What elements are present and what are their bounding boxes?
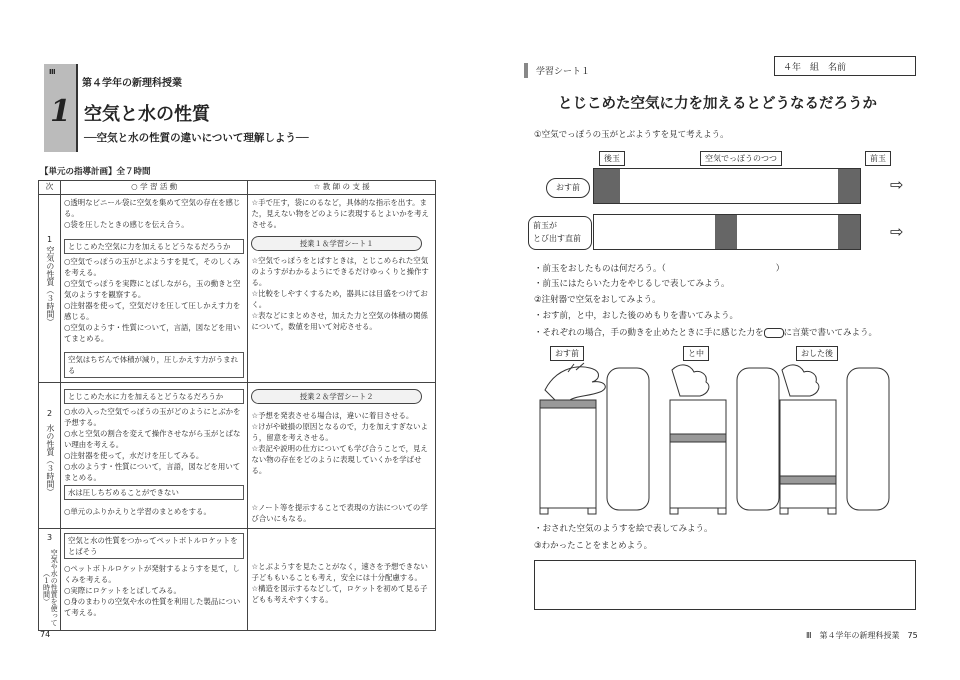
activities-end: ○単元のふりかえりと学習のまとめをする。 xyxy=(63,507,211,516)
syringe-foot xyxy=(780,508,788,514)
activities-list: ○空気でっぽうの玉がとぶようすを見て，そのしくみを考える。 ○空気でっぽうを実際にとばしながら，玉の動きと空気のようすを観察する。 ○注射器を使って，空気だけを圧して圧しかえす力を感じる。 ○空気のようす・性質について，言語，図などを用いてまとめる。 xyxy=(63,257,241,343)
unit-name: 水の性質（３時間） xyxy=(45,424,55,496)
air-gun-tube-1 xyxy=(593,168,861,204)
plunger-2 xyxy=(670,434,726,442)
question-force: ・前玉にはたらいた力をやじるしで表してみよう。 xyxy=(534,279,730,289)
support-end: ☆ノート等を提示することで表現の方法についての学び合いにもなる。 xyxy=(251,503,428,523)
support-list: ☆とぶようすを見たことがなく，速さを予想できない子どももいることも考え，安全には十分配慮する。 ☆構造を図示するなどして，ロケットを初めて見る子どもも考えやすくする。 xyxy=(251,562,428,604)
syringe-foot xyxy=(718,508,726,514)
problem-box: とじこめた水に力を加えるとどうなるだろうか xyxy=(64,389,245,404)
syringe-foot xyxy=(828,508,836,514)
syringe-foot xyxy=(540,508,548,514)
chapter-number: 1 xyxy=(50,94,71,129)
syringe-foot xyxy=(670,508,678,514)
page-footer-right: Ⅲ 第４学年の新理科授業 75 xyxy=(806,631,918,640)
hand-icon xyxy=(782,365,819,396)
back-ball-2 xyxy=(715,215,737,249)
stage-label-after: おした後 xyxy=(796,346,838,361)
table-header-row xyxy=(39,181,436,195)
front-ball-1 xyxy=(838,169,860,203)
word-box-icon xyxy=(764,328,784,338)
question-words-a: ・それぞれの場合，手の動きを止めたときに手に感じた力を xyxy=(534,328,764,338)
table-row xyxy=(39,195,436,383)
arrow-icon: ⇨ xyxy=(890,222,904,241)
label-before-push: おす前 xyxy=(546,178,590,198)
plunger-1 xyxy=(540,400,596,408)
stage-label-before: おす前 xyxy=(550,346,584,361)
lesson-tag: 授業１＆学習シート１ xyxy=(251,236,422,251)
stage-label-middle: と中 xyxy=(683,346,709,361)
question-draw: ・おされた空気のようすを絵で表してみよう。 xyxy=(534,524,713,534)
table-row xyxy=(39,383,436,529)
question-what-pushed xyxy=(534,262,784,274)
back-ball-1 xyxy=(594,169,620,203)
label-tube: 空気でっぽうのつつ xyxy=(700,151,782,166)
arrow-icon: ⇨ xyxy=(890,175,904,194)
plunger-3 xyxy=(780,476,836,484)
problem-box: 空気と水の性質をつかってペットボトルロケットをとばそう xyxy=(64,533,245,559)
section-header: 第４学年の新理科授業 xyxy=(82,78,182,89)
question-words xyxy=(534,326,877,338)
table-row xyxy=(39,529,436,631)
right-page xyxy=(480,0,960,680)
chapter-rule xyxy=(76,64,78,152)
lesson-tag: 授業２＆学習シート２ xyxy=(251,389,422,404)
plan-heading: 【単元の指導計画】全７時間 xyxy=(40,167,151,177)
step-number: 3 xyxy=(46,533,53,542)
activities-intro: ○透明なビニール袋に空気を集めて空気の存在を感じる。 ○袋を圧したときの感じを伝え合う。 xyxy=(63,198,241,229)
question-3: ③わかったことをまとめよう。 xyxy=(534,541,653,551)
unit-name: 空気や水の性質を使って（１時間） xyxy=(42,548,59,626)
label-before-fly: 前玉が とび出す直前 xyxy=(528,216,592,250)
syringe-illustrations xyxy=(530,360,930,520)
activities-list: ○ペットボトルロケットが発射するようすを見て，しくみを考える。 ○実際にロケットをとばしてみる。 ○身のまわりの空気や水の性質を利用した製品について考える。 xyxy=(63,564,241,617)
unit-name: 空気の性質（３時間） xyxy=(45,246,55,326)
summary-answer-box[interactable] xyxy=(534,560,916,610)
label-back-ball: 後玉 xyxy=(599,151,625,166)
question-words-b: に言葉で書いてみよう。 xyxy=(783,328,878,338)
front-ball-2 xyxy=(838,215,860,249)
step-number: 1 xyxy=(46,235,53,244)
syringe-2 xyxy=(670,400,726,508)
page-subtitle: ──空気と水の性質の違いについて理解しよう── xyxy=(84,132,309,144)
support-intro: ☆手で圧す，袋にのるなど，具体的な指示を出す。また，見えない物をどのように表現するとよいかを考えさせる。 xyxy=(251,198,429,229)
question-1: ①空気でっぽうの玉がとぶようすを見て考えよう。 xyxy=(534,130,729,140)
problem-box: とじこめた空気に力を加えるとどうなるだろうか xyxy=(64,239,245,254)
name-field[interactable]: ４年 組 名前 xyxy=(774,56,916,76)
page-number-left: 74 xyxy=(40,630,51,639)
sheet-label: 学習シート１ xyxy=(536,67,591,77)
answer-box-3[interactable] xyxy=(847,368,889,510)
header-step: 次 xyxy=(39,181,61,195)
header-activities: ○ 学 習 活 動 xyxy=(60,181,248,195)
question-2: ②注射器で空気をおしてみよう。 xyxy=(534,295,661,305)
hand-icon xyxy=(545,363,605,400)
syringe-1 xyxy=(540,400,596,508)
sheet-marker xyxy=(524,63,528,78)
question-what-pushed-text: ・前玉をおしたものは何だろう。（ xyxy=(534,264,666,274)
air-gun-tube-2 xyxy=(593,214,861,250)
question-marks: ・おす前，と中，おした後のめもりを書いてみよう。 xyxy=(534,311,739,321)
conclusion-box: 水は圧しちぢめることができない xyxy=(64,485,245,500)
chapter-mark: Ⅲ xyxy=(49,68,56,76)
teaching-plan-table xyxy=(38,180,436,631)
syringe-foot xyxy=(588,508,596,514)
question-close-paren: ） xyxy=(775,264,785,274)
sheet-title: とじこめた空気に力を加えるとどうなるだろうか xyxy=(558,96,877,112)
hand-icon xyxy=(672,365,709,396)
support-list: ☆予想を発表させる場合は，違いに着目させる。 ☆けがや破損の原因となるので，力を加えすぎないよう，留意を考えさせる。 ☆表記や説明の仕方についても学び合うことで，見えない物の存在をどのように表現していくかを学ばせる。 xyxy=(251,411,428,475)
conclusion-box: 空気はちぢんで体積が減り，圧しかえす力がうまれる xyxy=(64,352,245,378)
header-support: ☆ 教 師 の 支 援 xyxy=(248,181,436,195)
answer-box-1[interactable] xyxy=(607,368,649,510)
syringe-3 xyxy=(780,400,836,508)
answer-box-2[interactable] xyxy=(737,368,779,510)
step-number: 2 xyxy=(46,409,53,418)
support-list: ☆空気でっぽうをとばすときは，とじこめられた空気のようすがわかるようにできるだけゆっくりと操作する。 ☆比較をしやすくするため，器具には目盛をつけておく。 ☆表などにまとめさせ，加えた力と空気の体積の関係について，数値を用いて対応させる。 xyxy=(251,256,429,331)
activities-list: ○水の入った空気でっぽうの玉がどのようにとぶかを予想する。 ○水と空気の割合を変えて操作させながら玉がとばない理由を考える。 ○注射器を使って，水だけを圧してみる。 ○水のようす・性質について，言語，図などを用いてまとめる。 xyxy=(63,407,241,482)
page-title: 空気と水の性質 xyxy=(84,104,210,125)
label-front-ball: 前玉 xyxy=(865,151,891,166)
